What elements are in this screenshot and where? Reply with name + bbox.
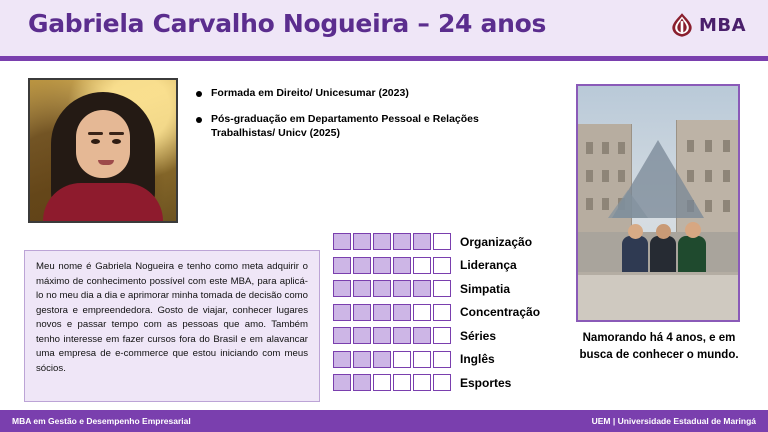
skill-label: Inglês [460, 352, 495, 367]
photo-person-head [628, 224, 643, 239]
skill-box[interactable] [393, 233, 411, 250]
skill-row [333, 324, 578, 348]
portrait-brow-left [88, 132, 103, 135]
skill-box[interactable] [433, 257, 451, 274]
portrait-mouth [98, 160, 114, 165]
skill-boxes [333, 280, 451, 297]
skill-box[interactable] [353, 280, 371, 297]
bullet-text: Formada em Direito/ Unicesumar (2023) [211, 87, 409, 99]
skill-row [333, 230, 578, 254]
skill-box[interactable] [433, 327, 451, 344]
skill-label: Simpatia [460, 281, 511, 296]
skill-box[interactable] [373, 304, 391, 321]
bullet-text: Pós-graduação em Departamento Pessoal e Relações Trabalhistas/ Unicv (2025) [211, 113, 479, 140]
bullet-dot-icon [196, 91, 202, 97]
skill-box[interactable] [353, 374, 371, 391]
skill-row [333, 254, 578, 278]
skill-boxes [333, 327, 451, 344]
photo-bench [578, 272, 738, 322]
skill-box[interactable] [333, 233, 351, 250]
skill-box[interactable] [333, 280, 351, 297]
portrait-eye-right [112, 139, 121, 144]
skill-box[interactable] [393, 257, 411, 274]
skill-boxes [333, 374, 451, 391]
slide-header [0, 0, 768, 56]
travel-photo [576, 84, 740, 322]
skill-label: Organização [460, 234, 533, 249]
skill-box[interactable] [333, 257, 351, 274]
portrait-brow-right [109, 132, 124, 135]
page-title: Gabriela Carvalho Nogueira – 24 anos [28, 9, 547, 38]
mba-torch-icon [669, 12, 695, 38]
skill-box[interactable] [433, 304, 451, 321]
skill-box[interactable] [433, 374, 451, 391]
skill-box[interactable] [413, 327, 431, 344]
photo-caption: Namorando há 4 anos, e em busca de conhecer o mundo. [579, 332, 739, 361]
skill-box[interactable] [373, 327, 391, 344]
skills-rating-list [333, 230, 578, 395]
skill-boxes [333, 304, 451, 321]
skill-box[interactable] [353, 327, 371, 344]
bio-text-box: Meu nome é Gabriela Nogueira e tenho como meta adquirir o máximo de conhecimento possível com este MBA, para aplicá-lo no meu dia a dia e aprimorar minha tomada de decisão como gestora e empreendedora. Gosto de viajar, conhecer lugares novos e passar tempo com as pessoas que amo. Também tenho interesse em fazer cursos fora do Brasil e em alavancar uma empresa de e-commerce que estou iniciando com meus sócios. [24, 250, 320, 402]
skill-box[interactable] [433, 280, 451, 297]
skill-box[interactable] [413, 351, 431, 368]
portrait-photo [28, 78, 178, 223]
skill-row [333, 371, 578, 395]
skill-box[interactable] [373, 351, 391, 368]
skill-label: Liderança [460, 258, 517, 273]
skill-row [333, 348, 578, 372]
skill-box[interactable] [353, 304, 371, 321]
skill-box[interactable] [413, 374, 431, 391]
portrait-eye-left [91, 139, 100, 144]
footer-right-text: UEM | Universidade Estadual de Maringá [591, 416, 756, 426]
skill-box[interactable] [333, 327, 351, 344]
header-divider [0, 56, 768, 61]
skill-row [333, 301, 578, 325]
skill-box[interactable] [433, 351, 451, 368]
skill-box[interactable] [393, 304, 411, 321]
skill-box[interactable] [413, 280, 431, 297]
skill-boxes [333, 257, 451, 274]
skill-box[interactable] [373, 233, 391, 250]
portrait-shirt [43, 183, 163, 221]
skill-box[interactable] [333, 351, 351, 368]
skill-label: Esportes [460, 375, 512, 390]
photo-person-head [656, 224, 671, 239]
skill-box[interactable] [333, 304, 351, 321]
education-bullet-list [196, 86, 526, 153]
skill-label: Séries [460, 328, 497, 343]
skill-box[interactable] [393, 327, 411, 344]
photo-small-pyramid [608, 190, 648, 218]
skill-box[interactable] [333, 374, 351, 391]
portrait-face [76, 110, 130, 178]
skill-boxes [333, 233, 451, 250]
skill-box[interactable] [393, 351, 411, 368]
skill-box[interactable] [353, 257, 371, 274]
skill-box[interactable] [373, 280, 391, 297]
skill-box[interactable] [353, 233, 371, 250]
mba-logo [669, 12, 746, 38]
skill-box[interactable] [413, 233, 431, 250]
skill-box[interactable] [373, 257, 391, 274]
skill-box[interactable] [413, 257, 431, 274]
photo-person-head [685, 222, 701, 238]
bullet-dot-icon [196, 117, 202, 123]
footer-left-text: MBA em Gestão e Desempenho Empresarial [12, 416, 191, 426]
slide-footer [0, 410, 768, 432]
skill-label: Concentração [460, 305, 541, 320]
skill-box[interactable] [433, 233, 451, 250]
skill-boxes [333, 351, 451, 368]
list-item [196, 86, 526, 100]
skill-box[interactable] [393, 374, 411, 391]
skill-box[interactable] [353, 351, 371, 368]
mba-logo-text: MBA [698, 14, 746, 36]
skill-box[interactable] [393, 280, 411, 297]
skill-box[interactable] [413, 304, 431, 321]
list-item [196, 112, 526, 140]
skill-row [333, 277, 578, 301]
skill-box[interactable] [373, 374, 391, 391]
